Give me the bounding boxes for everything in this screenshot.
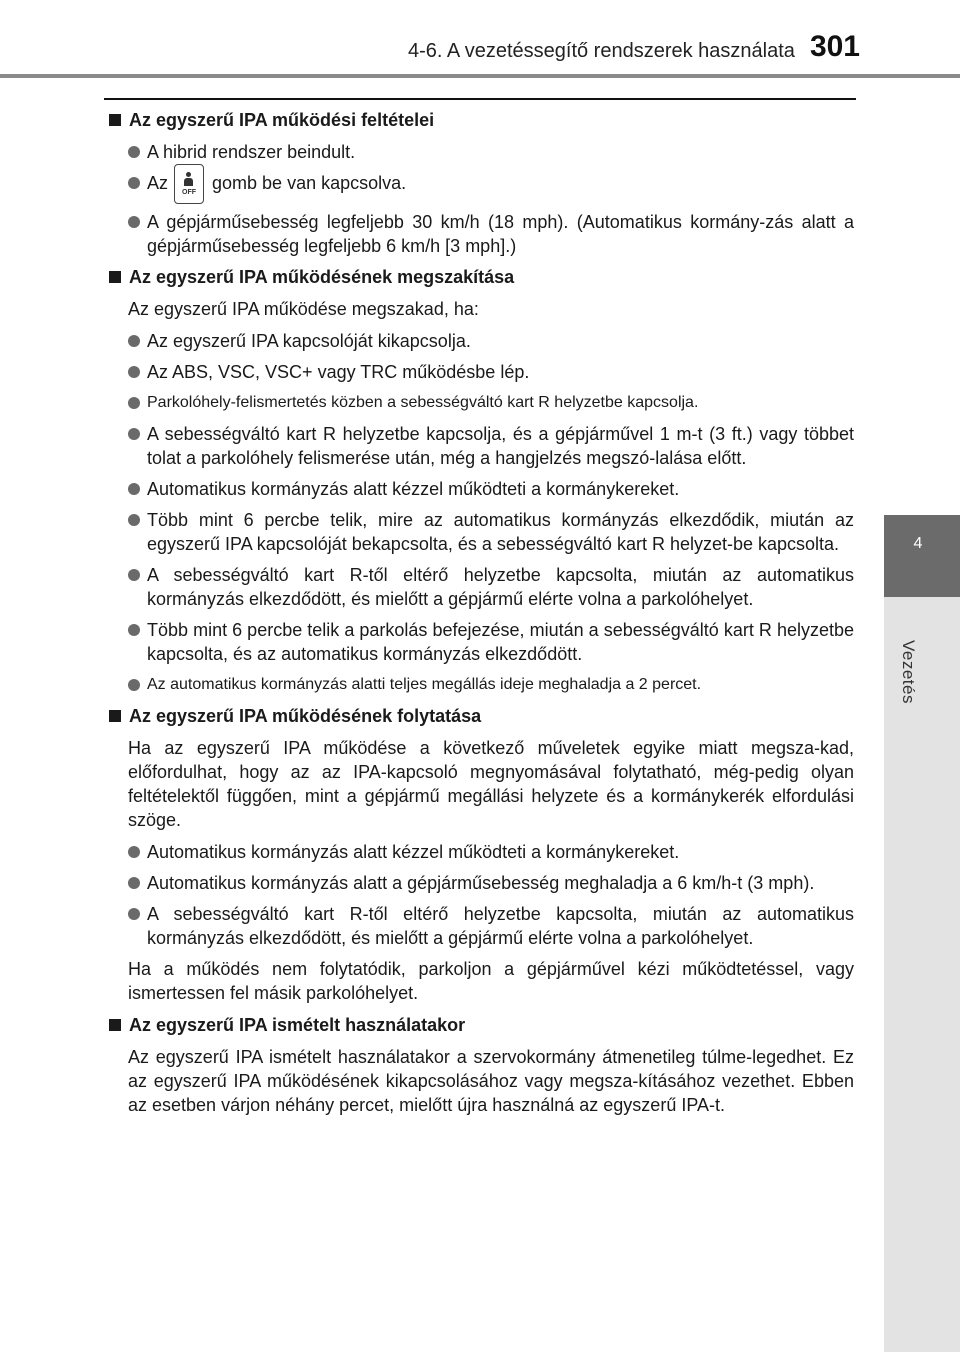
section-intro: Az egyszerű IPA működése megszakad, ha: bbox=[128, 299, 479, 320]
list-item bbox=[108, 673, 854, 697]
circle-bullet-icon bbox=[128, 397, 140, 409]
list-item bbox=[108, 840, 854, 864]
list-item bbox=[108, 618, 854, 666]
top-rule bbox=[104, 98, 856, 100]
section-heading-text: Az egyszerű IPA működésének folytatása bbox=[129, 706, 482, 727]
section-resume bbox=[108, 704, 854, 1005]
circle-bullet-icon bbox=[128, 177, 140, 189]
list-item bbox=[108, 422, 854, 470]
square-bullet-icon bbox=[109, 1019, 121, 1031]
button-off-label: OFF bbox=[182, 189, 197, 197]
list-item-text: Több mint 6 percbe telik, mire az automatikus kormányzás elkezdődik, miután az egyszerű IPA kapcsolóját bekapcsolta, és a sebességváltó kart R helyzet-be kapcsolta. bbox=[147, 510, 854, 555]
chapter-strip bbox=[884, 597, 960, 1352]
list-item-text: A hibrid rendszer beindult. bbox=[147, 142, 356, 162]
section-interruption bbox=[108, 265, 854, 697]
list-item bbox=[108, 360, 854, 384]
header-rule bbox=[0, 74, 960, 78]
section-outro: Ha a működés nem folytatódik, parkoljon a gépjárművel kézi működtetéssel, vagy ismertessen fel másik parkolóhelyet. bbox=[128, 959, 854, 1004]
page-content bbox=[108, 108, 854, 1125]
button-sentence-after: gomb be van kapcsolva. bbox=[212, 173, 407, 193]
circle-bullet-icon bbox=[128, 514, 140, 526]
circle-bullet-icon bbox=[128, 908, 140, 920]
chapter-label: Vezetés bbox=[899, 640, 918, 704]
circle-bullet-icon bbox=[128, 846, 140, 858]
section-heading bbox=[108, 1013, 854, 1037]
list-item-text bbox=[147, 171, 854, 196]
circle-bullet-icon bbox=[128, 146, 140, 158]
list-item bbox=[108, 391, 854, 415]
list-item-text: Az ABS, VSC, VSC+ vagy TRC működésbe lép. bbox=[147, 362, 530, 383]
list-item-text: A sebességváltó kart R-től eltérő helyzetbe kapcsolta, miután az automatikus kormányzás elkezdődött, és mielőtt a gépjármű elérte volna a parkolóhelyet. bbox=[147, 904, 854, 949]
header-title: 4-6. A vezetéssegítő rendszerek használata bbox=[408, 40, 795, 62]
list-item-text: Az automatikus kormányzás alatti teljes megállás ideje meghaladja a 2 percet. bbox=[147, 676, 702, 694]
section-heading-text: Az egyszerű IPA működési feltételei bbox=[129, 110, 435, 130]
circle-bullet-icon bbox=[128, 877, 140, 889]
person-icon bbox=[184, 172, 193, 186]
section-heading-text: Az egyszerű IPA működésének megszakítása bbox=[129, 267, 515, 288]
ipa-off-button-icon bbox=[174, 164, 204, 204]
list-item-text: A sebességváltó kart R-től eltérő helyzetbe kapcsolta, miután az automatikus kormányzás elkezdődött, és mielőtt a gépjármű elérte volna a parkolóhelyet. bbox=[147, 565, 854, 610]
button-sentence-before: Az bbox=[147, 173, 169, 193]
circle-bullet-icon bbox=[128, 335, 140, 347]
circle-bullet-icon bbox=[128, 428, 140, 440]
list-item-text: Automatikus kormányzás alatt kézzel működteti a kormánykereket. bbox=[147, 842, 680, 863]
square-bullet-icon bbox=[109, 271, 121, 283]
chapter-tab bbox=[884, 515, 960, 597]
circle-bullet-icon bbox=[128, 216, 140, 228]
circle-bullet-icon bbox=[128, 483, 140, 495]
list-item-text: Az egyszerű IPA kapcsolóját kikapcsolja. bbox=[147, 331, 471, 352]
chapter-number: 4 bbox=[913, 535, 923, 552]
list-item bbox=[108, 477, 854, 501]
list-item bbox=[108, 171, 854, 196]
list-item bbox=[108, 563, 854, 611]
list-item-text: A gépjárműsebesség legfeljebb 30 km/h (18 mph). (Automatikus kormány-zás alatt a gépjárműsebesség legfeljebb 6 km/h [3 mph].) bbox=[147, 212, 854, 257]
list-item-text: Több mint 6 percbe telik a parkolás befejezése, miután a sebességváltó kart R helyzetbe kapcsolta, és az automatikus kormányzás elkezdődött. bbox=[147, 620, 854, 665]
list-item bbox=[108, 902, 854, 950]
circle-bullet-icon bbox=[128, 679, 140, 691]
list-item-text: Parkolóhely-felismertetés közben a sebességváltó kart R helyzetbe kapcsolja. bbox=[147, 394, 699, 412]
section-heading bbox=[108, 704, 854, 728]
section-intro: Ha az egyszerű IPA működése a következő műveletek egyike miatt megsza-kad, előfordulhat, hogy az az IPA-kapcsoló megnyomásával folytatható, még-pedig olyan feltételektől függően, mint a gépjármű megállási helyzete és a kormánykerék elfordulási szöge. bbox=[128, 738, 854, 831]
list-item-text: Automatikus kormányzás alatt a gépjárműsebesség meghaladja a 6 km/h-t (3 mph). bbox=[147, 873, 815, 894]
square-bullet-icon bbox=[109, 114, 121, 126]
list-item bbox=[108, 329, 854, 353]
section-repeated-use bbox=[108, 1013, 854, 1117]
list-item-text: A sebességváltó kart R helyzetbe kapcsolja, és a gépjárművel 1 m-t (3 ft.) vagy többet tolat a parkolóhely felismerése után, még a hangjelzés megszó-lalása előtt. bbox=[147, 424, 854, 469]
list-item bbox=[108, 210, 854, 258]
section-intro: Az egyszerű IPA ismételt használatakor a szervokormány átmenetileg túlme-legedhet. Ez az egyszerű IPA működésének kikapcsolásához vagy megsza-kításához vezethet. Ebben az esetben várjon néhány percet, mielőtt újra használná az egyszerű IPA-t. bbox=[128, 1047, 854, 1116]
list-item bbox=[108, 871, 854, 895]
list-item-text: Automatikus kormányzás alatt kézzel működteti a kormánykereket. bbox=[147, 479, 680, 500]
page-number: 301 bbox=[809, 30, 860, 63]
section-heading bbox=[108, 265, 854, 289]
list-item bbox=[108, 508, 854, 556]
circle-bullet-icon bbox=[128, 366, 140, 378]
list-item bbox=[108, 140, 854, 164]
section-operating-conditions bbox=[108, 108, 854, 258]
square-bullet-icon bbox=[109, 710, 121, 722]
circle-bullet-icon bbox=[128, 624, 140, 636]
section-heading-text: Az egyszerű IPA ismételt használatakor bbox=[129, 1015, 466, 1036]
section-heading bbox=[108, 108, 854, 132]
circle-bullet-icon bbox=[128, 569, 140, 581]
